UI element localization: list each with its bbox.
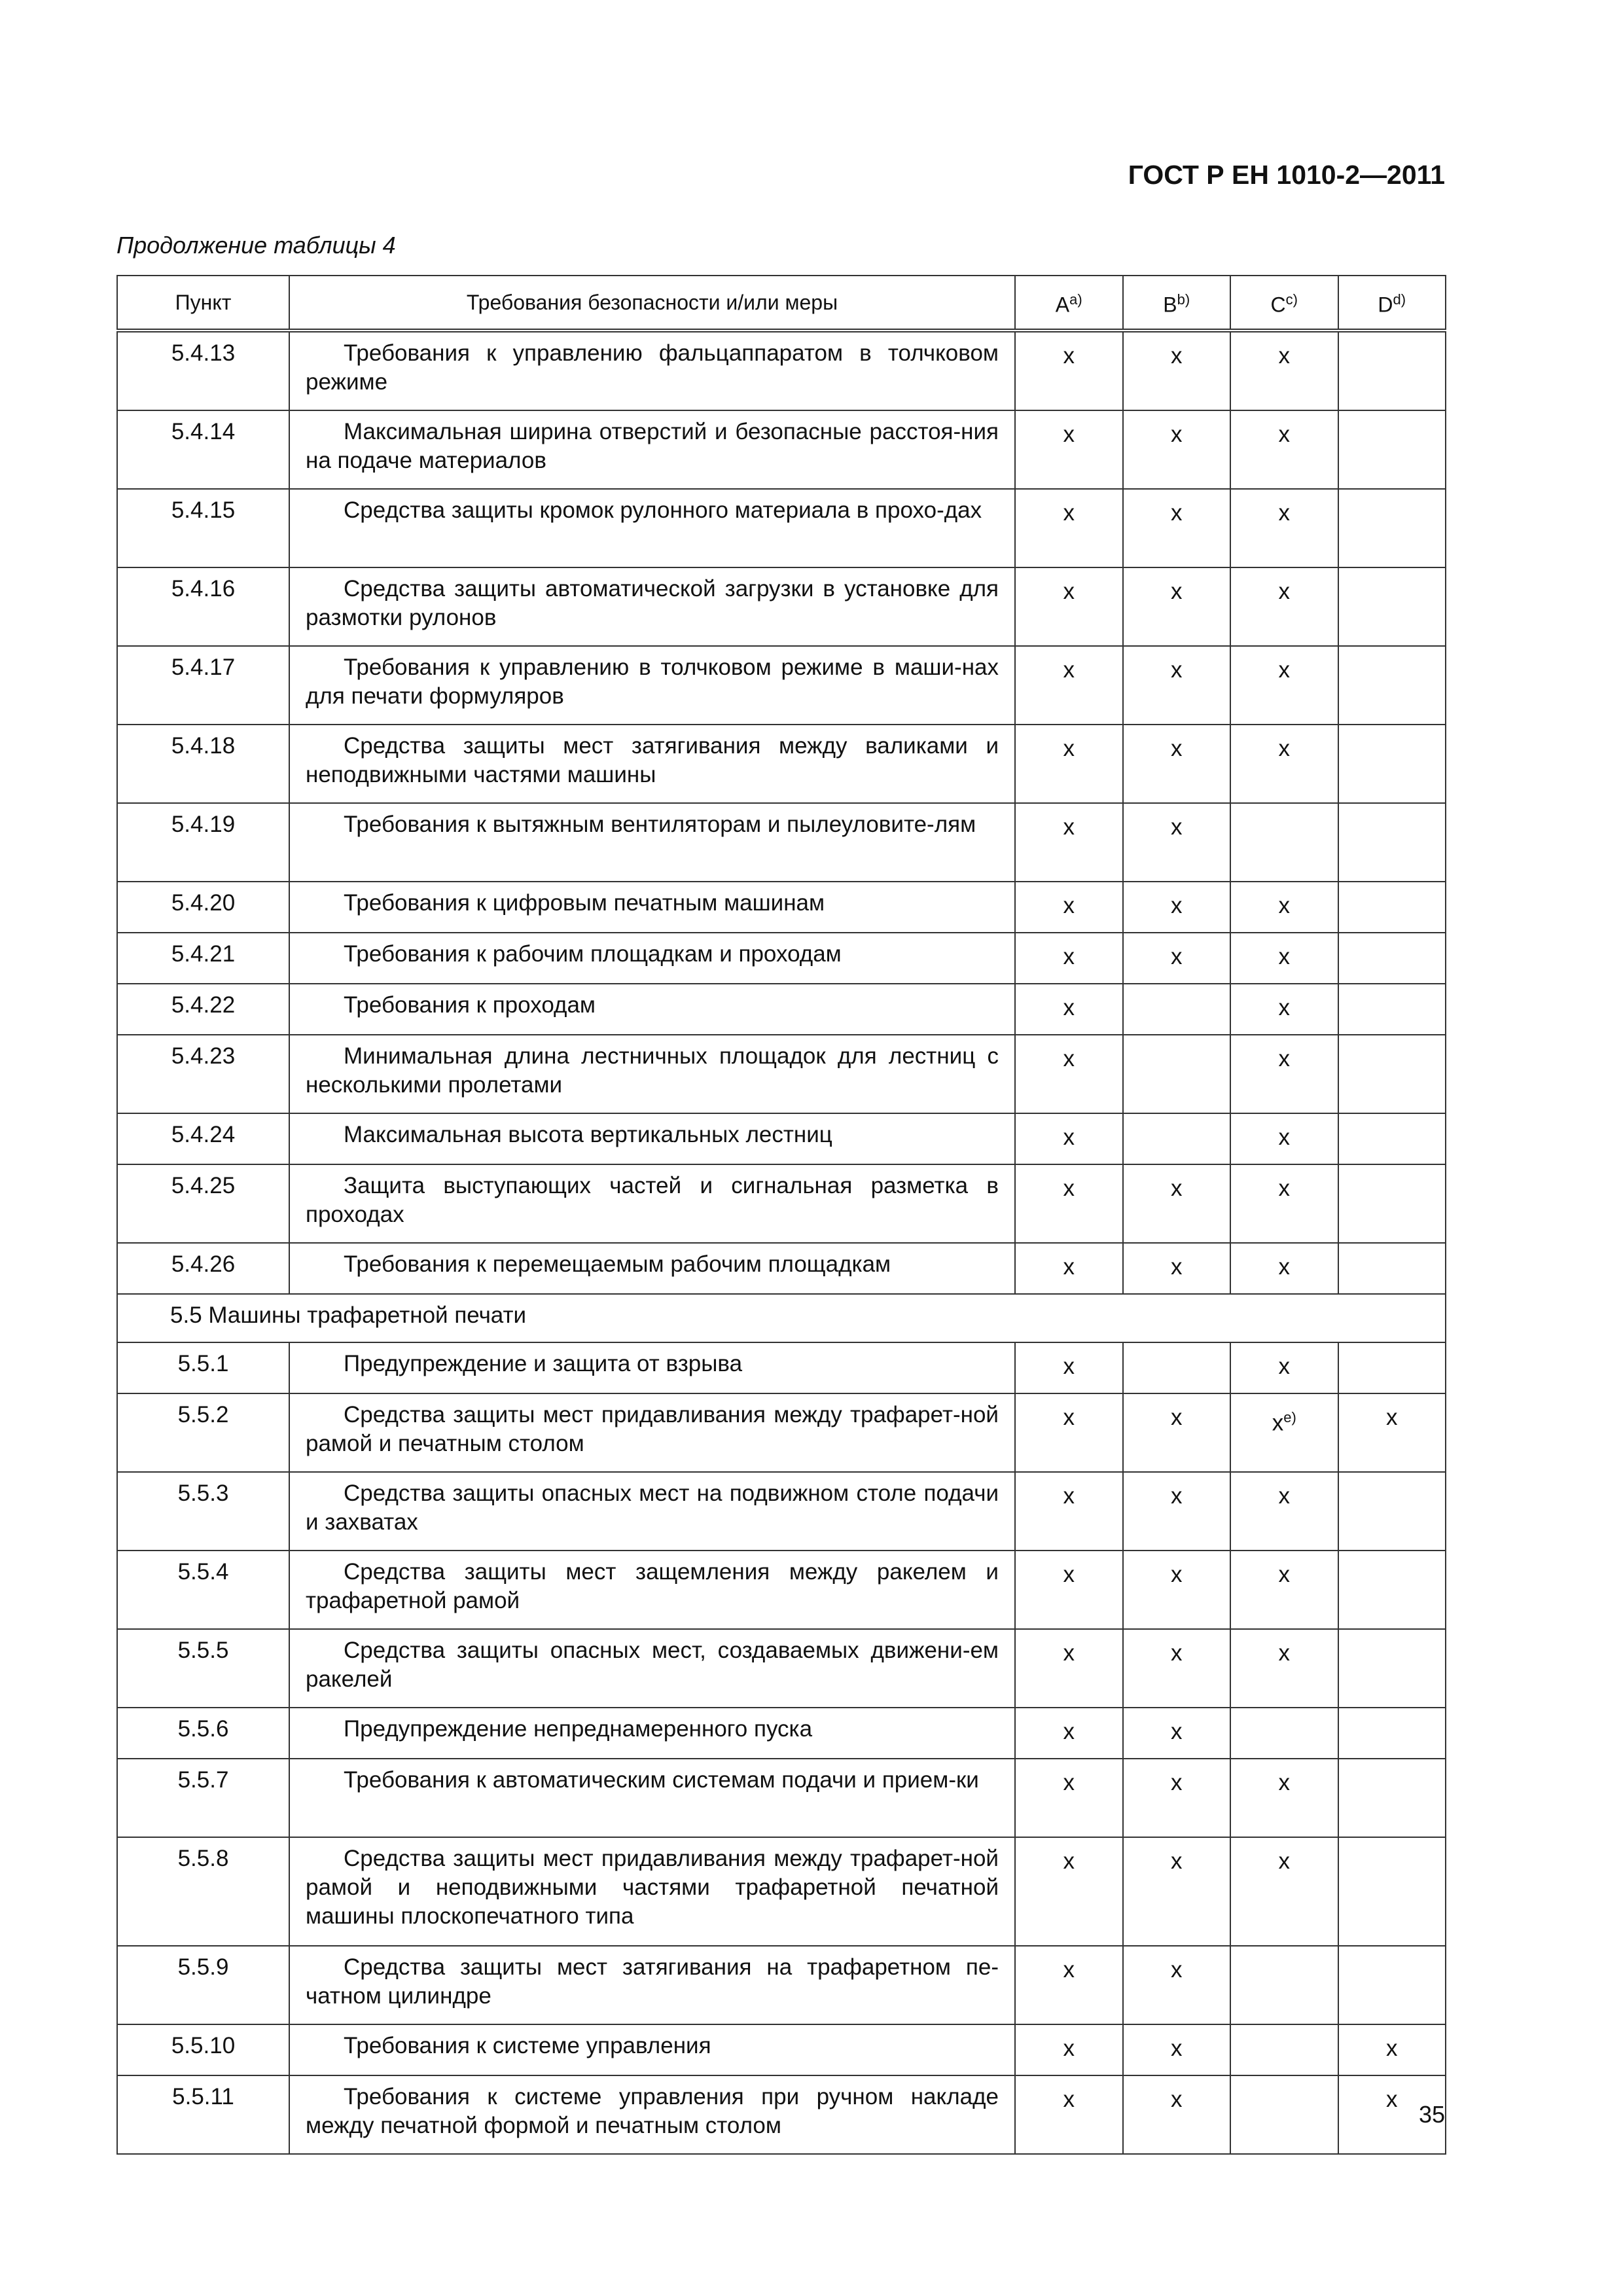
row-requirement: Требования к системе управления при ручном накладе между печатной формой и печатным столом [289,2075,1015,2154]
mark-a: x [1015,803,1123,882]
mark-b: x [1123,1243,1231,1294]
table-row [117,725,1446,803]
mark-a: x [1015,646,1123,725]
row-number: 5.5.3 [117,1472,289,1551]
mark-d [1338,1342,1446,1393]
row-number: 5.4.17 [117,646,289,725]
mark-d: x [1338,1393,1446,1472]
mark-c: x [1230,1164,1338,1243]
mark-a: x [1015,331,1123,410]
mark-b: x [1123,1164,1231,1243]
header-punkt: Пункт [117,276,289,331]
row-requirement: Защита выступающих частей и сигнальная разметка в проходах [289,1164,1015,1243]
header-d [1338,276,1446,331]
header-b [1123,276,1231,331]
mark-a: x [1015,489,1123,567]
mark-b: x [1123,567,1231,646]
row-number: 5.4.18 [117,725,289,803]
row-requirement: Средства защиты автоматической загрузки в установке для размотки рулонов [289,567,1015,646]
mark-c [1230,2075,1338,2154]
row-number: 5.5.11 [117,2075,289,2154]
row-requirement: Средства защиты кромок рулонного материала в прохо-дах [289,489,1015,567]
row-requirement: Требования к вытяжным вентиляторам и пылеуловите-лям [289,803,1015,882]
mark-d: x [1338,2024,1446,2075]
mark-d [1338,1035,1446,1113]
header-requirements: Требования безопасности и/или меры [289,276,1015,331]
mark-c-footnote: e) [1283,1409,1296,1426]
row-number: 5.5.6 [117,1708,289,1759]
table-caption: Продолжение таблицы 4 [116,232,396,259]
row-requirement: Требования к управлению в толчковом режиме в маши-нах для печати формуляров [289,646,1015,725]
table-row [117,1629,1446,1708]
mark-b: x [1123,1629,1231,1708]
row-requirement: Требования к проходам [289,984,1015,1035]
section-title: 5.5 Машины трафаретной печати [117,1294,1446,1342]
mark-b: x [1123,2075,1231,2154]
mark-b: x [1123,1837,1231,1946]
row-number: 5.4.25 [117,1164,289,1243]
mark-a: x [1015,1243,1123,1294]
table-row [117,803,1446,882]
mark-b: x [1123,1759,1231,1837]
mark-c: x [1230,1243,1338,1294]
row-requirement: Средства защиты опасных мест на подвижном столе подачи и захватах [289,1472,1015,1551]
mark-d [1338,1113,1446,1164]
table-row [117,489,1446,567]
mark-b [1123,1113,1231,1164]
row-number: 5.4.13 [117,331,289,410]
mark-c: x [1230,1113,1338,1164]
row-number: 5.4.24 [117,1113,289,1164]
mark-a: x [1015,725,1123,803]
row-number: 5.4.26 [117,1243,289,1294]
table-row [117,410,1446,489]
row-requirement: Предупреждение непреднамеренного пуска [289,1708,1015,1759]
table-row [117,1113,1446,1164]
mark-c: x [1230,331,1338,410]
row-requirement: Средства защиты мест придавливания между трафарет-ной рамой и неподвижными частями трафаретной печатной машины плоскопечатного типа [289,1837,1015,1946]
header-a-sup: a) [1069,291,1082,308]
mark-c: x [1230,984,1338,1035]
mark-c: x [1230,567,1338,646]
mark-c [1230,1946,1338,2024]
mark-b: x [1123,646,1231,725]
mark-a: x [1015,2024,1123,2075]
mark-b: x [1123,725,1231,803]
row-requirement: Максимальная ширина отверстий и безопасные расстоя-ния на подаче материалов [289,410,1015,489]
mark-a: x [1015,1164,1123,1243]
table-row [117,1551,1446,1629]
mark-d [1338,1551,1446,1629]
page-number: 35 [1418,2101,1445,2128]
mark-c: x [1230,1629,1338,1708]
mark-d [1338,933,1446,984]
mark-b: x [1123,1393,1231,1472]
mark-d [1338,1164,1446,1243]
table-row [117,567,1446,646]
mark-b: x [1123,933,1231,984]
row-requirement: Средства защиты мест затягивания между валиками и неподвижными частями машины [289,725,1015,803]
table-header-row [117,276,1446,331]
table-row [117,1342,1446,1393]
table-row [117,1759,1446,1837]
table-row [117,1472,1446,1551]
row-requirement: Средства защиты опасных мест, создаваемых движени-ем ракелей [289,1629,1015,1708]
mark-d [1338,1946,1446,2024]
mark-c: x [1230,646,1338,725]
table-row [117,1164,1446,1243]
mark-b [1123,1342,1231,1393]
table-row [117,2024,1446,2075]
row-requirement: Средства защиты мест защемления между ракелем и трафаретной рамой [289,1551,1015,1629]
table-row [117,331,1446,410]
mark-c [1230,803,1338,882]
mark-a: x [1015,1035,1123,1113]
mark-b [1123,1035,1231,1113]
mark-b: x [1123,1946,1231,2024]
mark-c: x [1230,1342,1338,1393]
mark-d [1338,1708,1446,1759]
mark-b: x [1123,1472,1231,1551]
mark-a: x [1015,984,1123,1035]
mark-c: x [1230,1472,1338,1551]
mark-c: x [1230,1551,1338,1629]
row-requirement: Минимальная длина лестничных площадок для лестниц с несколькими пролетами [289,1035,1015,1113]
row-number: 5.5.4 [117,1551,289,1629]
mark-d [1338,1472,1446,1551]
row-requirement: Предупреждение и защита от взрыва [289,1342,1015,1393]
table-row [117,1243,1446,1294]
row-number: 5.4.19 [117,803,289,882]
table-row [117,1035,1446,1113]
mark-a: x [1015,410,1123,489]
row-number: 5.5.9 [117,1946,289,2024]
mark-a: x [1015,1551,1123,1629]
mark-c [1230,1393,1338,1472]
mark-a: x [1015,1759,1123,1837]
table-row [117,1946,1446,2024]
row-requirement: Требования к рабочим площадкам и проходам [289,933,1015,984]
table-row [117,933,1446,984]
row-number: 5.5.10 [117,2024,289,2075]
mark-d [1338,1837,1446,1946]
mark-c [1230,1708,1338,1759]
header-b-label: B [1163,293,1177,317]
mark-d [1338,331,1446,410]
mark-b: x [1123,410,1231,489]
mark-a: x [1015,1342,1123,1393]
document-code: ГОСТ Р ЕН 1010-2—2011 [1128,160,1445,190]
row-requirement: Требования к системе управления [289,2024,1015,2075]
mark-d [1338,803,1446,882]
row-requirement: Требования к управлению фальцаппаратом в толчковом режиме [289,331,1015,410]
mark-b: x [1123,1551,1231,1629]
header-c-sup: c) [1285,291,1298,308]
mark-b: x [1123,331,1231,410]
row-number: 5.4.22 [117,984,289,1035]
row-number: 5.4.16 [117,567,289,646]
mark-a: x [1015,882,1123,933]
row-number: 5.5.7 [117,1759,289,1837]
row-number: 5.5.5 [117,1629,289,1708]
table-row [117,2075,1446,2154]
table-row [117,984,1446,1035]
header-c-label: C [1270,293,1286,317]
mark-b: x [1123,803,1231,882]
header-c [1230,276,1338,331]
mark-a: x [1015,1393,1123,1472]
mark-b: x [1123,489,1231,567]
table-row [117,1393,1446,1472]
mark-d [1338,646,1446,725]
mark-d [1338,1759,1446,1837]
mark-d [1338,567,1446,646]
row-number: 5.4.14 [117,410,289,489]
mark-d [1338,984,1446,1035]
row-number: 5.5.2 [117,1393,289,1472]
table-row [117,1837,1446,1946]
table-row [117,1708,1446,1759]
mark-b: x [1123,1708,1231,1759]
requirements-table [116,275,1446,2155]
mark-d [1338,489,1446,567]
table-row [117,646,1446,725]
mark-c: x [1230,882,1338,933]
mark-a: x [1015,1708,1123,1759]
mark-a: x [1015,1837,1123,1946]
mark-c: x [1230,1035,1338,1113]
row-requirement: Средства защиты мест затягивания на трафаретном пе-чатном цилиндре [289,1946,1015,2024]
mark-a: x [1015,1629,1123,1708]
header-d-label: D [1378,293,1393,317]
row-number: 5.4.15 [117,489,289,567]
row-requirement: Требования к перемещаемым рабочим площадкам [289,1243,1015,1294]
mark-c: x [1230,410,1338,489]
mark-a: x [1015,567,1123,646]
mark-d [1338,882,1446,933]
header-d-sup: d) [1393,291,1406,308]
row-requirement: Средства защиты мест придавливания между трафарет-ной рамой и печатным столом [289,1393,1015,1472]
mark-a: x [1015,2075,1123,2154]
row-number: 5.4.23 [117,1035,289,1113]
mark-d [1338,410,1446,489]
mark-c: x [1230,489,1338,567]
mark-a: x [1015,1472,1123,1551]
mark-d: x [1338,2075,1446,2154]
row-requirement: Требования к цифровым печатным машинам [289,882,1015,933]
mark-c: x [1230,1759,1338,1837]
mark-b: x [1123,2024,1231,2075]
mark-d [1338,725,1446,803]
mark-d [1338,1629,1446,1708]
row-number: 5.4.20 [117,882,289,933]
row-number: 5.4.21 [117,933,289,984]
mark-c-value: x [1272,1410,1284,1436]
mark-a: x [1015,1113,1123,1164]
mark-d [1338,1243,1446,1294]
mark-b [1123,984,1231,1035]
mark-c [1230,2024,1338,2075]
mark-b: x [1123,882,1231,933]
row-number: 5.5.1 [117,1342,289,1393]
row-number: 5.5.8 [117,1837,289,1946]
row-requirement: Требования к автоматическим системам подачи и прием-ки [289,1759,1015,1837]
header-a-label: A [1055,293,1070,317]
table-row [117,882,1446,933]
row-requirement: Максимальная высота вертикальных лестниц [289,1113,1015,1164]
header-b-sup: b) [1177,291,1190,308]
mark-a: x [1015,1946,1123,2024]
mark-c: x [1230,725,1338,803]
mark-a: x [1015,933,1123,984]
section-row [117,1294,1446,1342]
header-a [1015,276,1123,331]
mark-c: x [1230,933,1338,984]
mark-c: x [1230,1837,1338,1946]
